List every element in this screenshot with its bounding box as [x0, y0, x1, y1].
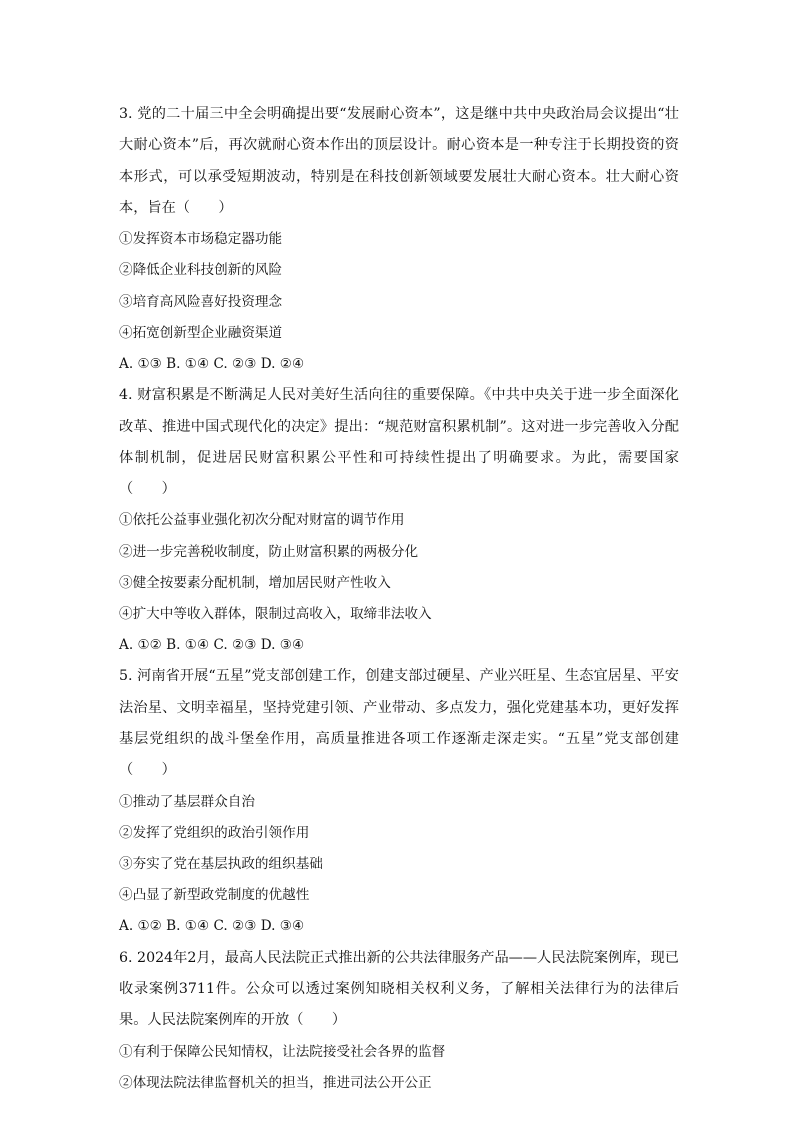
- option-item: ④扩大中等收入群体，限制过高收入，取缔非法收入: [119, 606, 432, 622]
- option-item: ①推动了基层群众自治: [119, 793, 255, 810]
- option-item: ③健全按要素分配机制，增加居民财产性收入: [119, 574, 391, 591]
- question-stem: 5. 河南省开展“五星”党支部创建工作，创建支部过硬星、产业兴旺星、生态宜居星、平安法治星、文明幸福星，坚持党建引领、产业带动、多点发力，强化党建基本功，更好发挥基层党组织的战斗堡垒作用，高质量推进各项工作逐渐走深走实。“五星”党支部创建（ ）: [119, 668, 679, 779]
- answer-choices: A. ①② B. ①④ C. ②③ D. ③④: [119, 637, 305, 654]
- page-content: [119, 99, 679, 1099]
- option-item: ③培育高风险喜好投资理念: [119, 293, 283, 310]
- option-item: ③夯实了党在基层执政的组织基础: [119, 856, 323, 872]
- option-item: ①有利于保障公民知情权，让法院接受社会各界的监督: [119, 1043, 446, 1060]
- question-6: [119, 943, 679, 1099]
- option-item: ④拓宽创新型企业融资渠道: [119, 324, 283, 341]
- question-3: [119, 99, 679, 380]
- option-item: ②降低企业科技创新的风险: [119, 262, 283, 279]
- option-item: ④凸显了新型政党制度的优越性: [119, 887, 310, 904]
- question-stem: 6. 2024年2月，最高人民法院正式推出新的公共法律服务产品——人民法院案例库，现已收录案例3711件。公众可以透过案例知晓相关权利义务，了解相关法律行为的法律后果。人民法院案例库的开放（ ）: [119, 949, 679, 1029]
- question-stem: 4. 财富积累是不断满足人民对美好生活向往的重要保障。《中共中央关于进一步全面深化改革、推进中国式现代化的决定》提出：“规范财富积累机制”。这对进一步完善收入分配体制机制，促进居民财富积累公平性和可持续性提出了明确要求。为此，需要国家（ ）: [119, 387, 679, 498]
- question-4: [119, 380, 679, 661]
- option-item: ①依托公益事业强化初次分配对财富的调节作用: [119, 512, 405, 529]
- option-item: ①发挥资本市场稳定器功能: [119, 231, 283, 248]
- question-5: [119, 661, 679, 942]
- answer-choices: A. ①③ B. ①④ C. ②③ D. ②④: [119, 356, 305, 372]
- option-item: ②发挥了党组织的政治引领作用: [119, 824, 310, 841]
- option-item: ②进一步完善税收制度，防止财富积累的两极分化: [119, 543, 419, 560]
- question-stem: 3. 党的二十届三中全会明确提出要“发展耐心资本”，这是继中共中央政治局会议提出“壮大耐心资本”后，再次就耐心资本作出的顶层设计。耐心资本是一种专注于长期投资的资本形式，可以承受短期波动，特别是在科技创新领域要发展壮大耐心资本。壮大耐心资本，旨在（ ）: [119, 106, 679, 216]
- option-item: ②体现法院法律监督机关的担当，推进司法公开公正: [119, 1074, 432, 1091]
- answer-choices: A. ①② B. ①④ C. ②③ D. ③④: [119, 918, 305, 935]
